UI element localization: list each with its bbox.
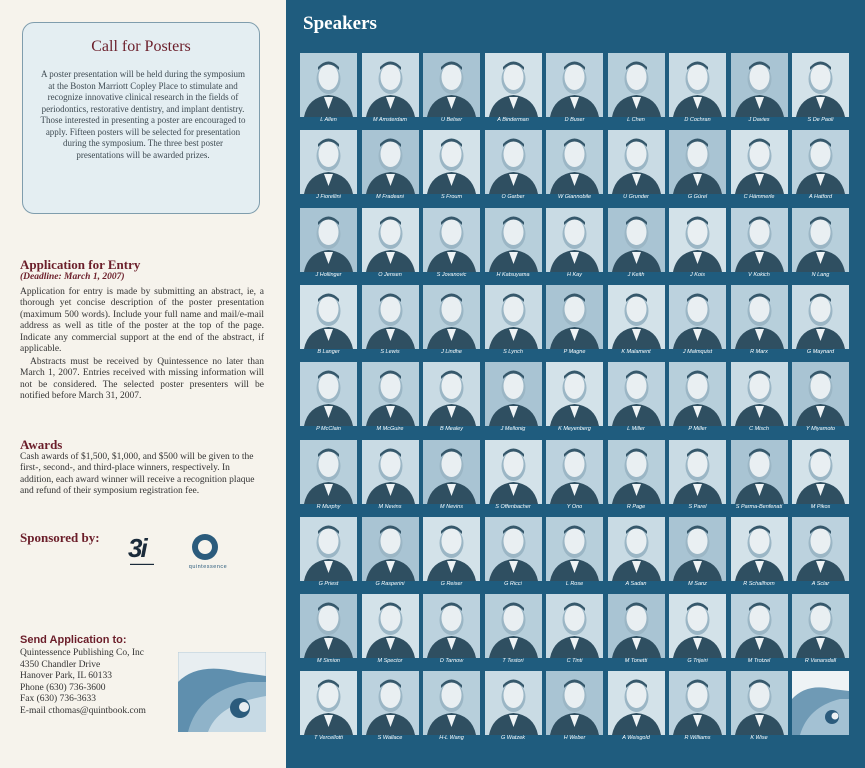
- speaker-card: [792, 130, 849, 202]
- speaker-card: [546, 208, 603, 280]
- speaker-name: O Garber: [501, 194, 525, 201]
- speaker-card: [669, 362, 726, 434]
- speaker-photo: [300, 671, 357, 735]
- quintessence-logo: [182, 534, 234, 576]
- speaker-name: U Grunder: [623, 194, 649, 201]
- speaker-photo: [423, 208, 480, 272]
- speaker-card: [669, 671, 726, 743]
- speaker-photo: [669, 362, 726, 426]
- speaker-photo: [608, 285, 665, 349]
- email-line: E-mail cthomas@quintbook.com: [20, 705, 146, 716]
- speaker-photo: [608, 517, 665, 581]
- address-line: Phone (630) 736-3600: [20, 682, 106, 693]
- speaker-name: P McClain: [316, 426, 341, 433]
- speaker-name: R Page: [626, 503, 646, 510]
- speaker-card: [300, 594, 357, 666]
- speaker-photo: [423, 440, 480, 504]
- address-line: Quintessence Publishing Co, Inc: [20, 648, 145, 658]
- speaker-name: S Offenbacher: [495, 503, 531, 510]
- speaker-card: [669, 594, 726, 666]
- speaker-photo: [485, 362, 542, 426]
- speaker-photo: [731, 208, 788, 272]
- speaker-card: [300, 208, 357, 280]
- speaker-name: R Murphy: [316, 503, 341, 510]
- speaker-card: [362, 208, 419, 280]
- application-title: Application for Entry: [20, 257, 141, 272]
- speaker-photo: [485, 208, 542, 272]
- speaker-name: N Lang: [811, 271, 830, 278]
- speaker-photo: [608, 130, 665, 194]
- speaker-card: [485, 362, 542, 434]
- speaker-card: [546, 517, 603, 589]
- speaker-photo: [669, 208, 726, 272]
- speaker-name: M Trotzel: [747, 658, 771, 665]
- speaker-photo: [300, 517, 357, 581]
- speaker-card: [669, 53, 726, 125]
- application-para1: Application for entry is made by submitting an abstract, ie, a thorough yet concise description of the poster presentation (maximum 500 words). Include your full name and mail/e-mail address as well as title of the poster at the top of the page. Indicate any commercial support at the end of the abstract, if applicable.: [20, 287, 264, 355]
- speaker-card: [546, 671, 603, 743]
- speaker-name: G Trijeiri: [687, 658, 708, 665]
- speaker-card: [792, 53, 849, 125]
- speaker-name: J Hollinger: [315, 271, 342, 278]
- speaker-photo: [546, 362, 603, 426]
- speaker-card: [546, 285, 603, 357]
- speaker-photo: [300, 130, 357, 194]
- speaker-card: [546, 130, 603, 202]
- speaker-name: M McGuire: [376, 426, 404, 433]
- speaker-photo: [608, 53, 665, 117]
- speaker-name: G Gürel: [687, 194, 708, 201]
- speaker-name: G Reiser: [440, 580, 463, 587]
- speaker-photo: [669, 53, 726, 117]
- speaker-name: J Mellonig: [500, 426, 526, 433]
- speaker-name: H-L Wang: [439, 735, 464, 742]
- speaker-name: C Hämmerle: [743, 194, 775, 201]
- speaker-card: [608, 130, 665, 202]
- speaker-card: [792, 517, 849, 589]
- awards-title: Awards: [20, 437, 63, 452]
- speaker-name: M Fradeani: [376, 194, 404, 201]
- speaker-card: [485, 53, 542, 125]
- swirl-logo-icon: [178, 652, 266, 732]
- speaker-photo: [731, 362, 788, 426]
- speaker-photo: [731, 130, 788, 194]
- speaker-photo: [362, 53, 419, 117]
- speaker-name: A Sclar: [811, 580, 830, 587]
- speaker-name: S Parel: [688, 503, 707, 510]
- speaker-card: [362, 53, 419, 125]
- speaker-name: L Rose: [565, 580, 584, 587]
- awards-body: Cash awards of $1,500, $1,000, and $500 will be given to the first-, second-, and third-place winners, respectively. In addition, each award winner will receive a recognition plaque and refund of their symposium registration fee.: [20, 452, 255, 497]
- speaker-card: [731, 208, 788, 280]
- 3i-logo: [128, 533, 168, 567]
- speaker-card: [731, 671, 788, 743]
- speaker-photo: [300, 53, 357, 117]
- speaker-name: H Weber: [563, 735, 586, 742]
- speaker-photo: [669, 517, 726, 581]
- swirl-logo-icon: [792, 671, 849, 735]
- speaker-name: A Sadan: [625, 580, 647, 587]
- speaker-card: [731, 440, 788, 512]
- speaker-card: [731, 285, 788, 357]
- speaker-card: [485, 208, 542, 280]
- speaker-card: [300, 53, 357, 125]
- call-for-posters-box: [22, 22, 260, 214]
- speaker-name: P Magne: [563, 348, 586, 355]
- speaker-name: S De Paoli: [807, 117, 834, 123]
- speaker-card: [300, 285, 357, 357]
- speaker-name: J Keith: [627, 271, 645, 278]
- speaker-name: C Tinti: [566, 658, 583, 665]
- speaker-name: S Jovanovic: [436, 271, 467, 278]
- speaker-card: [362, 285, 419, 357]
- speaker-card: [423, 440, 480, 512]
- speaker-name: M Spector: [377, 658, 403, 665]
- speaker-photo: [362, 594, 419, 658]
- speaker-card: [731, 594, 788, 666]
- address-line: 4350 Chandler Drive: [20, 659, 101, 670]
- speaker-photo: [669, 285, 726, 349]
- speaker-card: [485, 285, 542, 357]
- speaker-name: M Pikos: [810, 503, 831, 510]
- speaker-name: U Belser: [440, 117, 463, 123]
- speaker-card: [423, 208, 480, 280]
- speaker-photo: [546, 440, 603, 504]
- speaker-photo: [669, 671, 726, 735]
- speaker-name: M Simion: [317, 658, 340, 665]
- speaker-card: [300, 130, 357, 202]
- speaker-card: [792, 362, 849, 434]
- speaker-card: [300, 362, 357, 434]
- speaker-card: [485, 594, 542, 666]
- speaker-photo: [731, 594, 788, 658]
- speaker-photo: [423, 53, 480, 117]
- send-application-title: Send Application to:: [20, 634, 127, 646]
- speaker-photo: [485, 517, 542, 581]
- speaker-photo: [608, 208, 665, 272]
- speaker-photo: [792, 208, 849, 272]
- speaker-photo: [731, 517, 788, 581]
- speaker-card: [485, 671, 542, 743]
- speaker-card: [423, 53, 480, 125]
- address-line: Fax (630) 736-3633: [20, 694, 96, 705]
- speaker-photo: [362, 517, 419, 581]
- speaker-photo: [608, 440, 665, 504]
- speaker-name: G Priest: [318, 580, 339, 587]
- speaker-name: A Binderman: [497, 117, 529, 123]
- speaker-name: G Ricci: [504, 580, 522, 587]
- speaker-card: [546, 440, 603, 512]
- speaker-card: [300, 440, 357, 512]
- speaker-name: J Malmquist: [682, 348, 713, 355]
- speaker-card: [608, 517, 665, 589]
- speaker-name: D Cochran: [684, 117, 711, 123]
- speaker-photo: [546, 594, 603, 658]
- speaker-name: Y Ono: [566, 503, 583, 510]
- speaker-photo: [423, 594, 480, 658]
- speaker-card: [792, 285, 849, 357]
- speaker-photo: [731, 285, 788, 349]
- speaker-name: M Tonetti: [624, 658, 648, 665]
- speaker-card: [731, 517, 788, 589]
- speaker-card: [731, 130, 788, 202]
- speaker-card: [300, 517, 357, 589]
- speaker-card: [423, 362, 480, 434]
- speakers-panel: [286, 0, 865, 768]
- speaker-photo: [423, 671, 480, 735]
- speaker-photo: [546, 130, 603, 194]
- speaker-card: [792, 671, 849, 743]
- speaker-name: S Lewis: [380, 348, 400, 355]
- speaker-name: S Wallace: [377, 735, 403, 742]
- speaker-name: S Lynch: [503, 348, 523, 355]
- speaker-photo: [423, 285, 480, 349]
- speaker-photo: [546, 517, 603, 581]
- speaker-name: G Maynard: [806, 348, 835, 355]
- speaker-photo: [546, 671, 603, 735]
- speaker-photo: [485, 130, 542, 194]
- call-for-posters-title: Call for Posters: [91, 38, 191, 55]
- speaker-photo: [669, 130, 726, 194]
- speaker-name: D Tarnow: [439, 658, 464, 665]
- speaker-card: [546, 53, 603, 125]
- speaker-photo: [362, 208, 419, 272]
- speaker-card: [485, 130, 542, 202]
- speaker-name: S Parma-Benfenati: [735, 503, 783, 510]
- speaker-card: [362, 671, 419, 743]
- speaker-card: [608, 208, 665, 280]
- speaker-card: [423, 671, 480, 743]
- speaker-card: [608, 362, 665, 434]
- speaker-name: K Meyenberg: [558, 426, 591, 433]
- speaker-name: S Froum: [440, 194, 463, 201]
- speaker-card: [669, 285, 726, 357]
- speaker-card: [792, 440, 849, 512]
- speaker-card: [608, 53, 665, 125]
- speaker-card: [362, 517, 419, 589]
- speaker-photo: [300, 440, 357, 504]
- speaker-name: G Rasperini: [375, 580, 405, 587]
- sponsored-title: Sponsored by:: [20, 530, 100, 545]
- speaker-name: C Misch: [749, 426, 769, 433]
- speaker-photo: [423, 362, 480, 426]
- speaker-name: Y Miyamoto: [806, 426, 835, 433]
- speaker-photo: [300, 285, 357, 349]
- left-panel: [0, 0, 286, 768]
- speaker-name: T Testori: [502, 658, 524, 665]
- speaker-photo: [731, 440, 788, 504]
- speaker-card: [362, 130, 419, 202]
- speaker-name: L Miller: [627, 426, 645, 433]
- speaker-photo: [300, 208, 357, 272]
- address-line: Hanover Park, IL 60133: [20, 671, 112, 682]
- speaker-card: [362, 594, 419, 666]
- speaker-card: [608, 440, 665, 512]
- application-deadline: (Deadline: March 1, 2007): [20, 272, 125, 282]
- speaker-photo: [608, 362, 665, 426]
- speaker-card: [300, 671, 357, 743]
- speaker-card: [669, 208, 726, 280]
- speaker-photo: [485, 594, 542, 658]
- speaker-card: [608, 594, 665, 666]
- speaker-card: [362, 440, 419, 512]
- speaker-name: V Kokich: [748, 271, 770, 278]
- speaker-photo: [485, 671, 542, 735]
- quintessence-logo-inner: [198, 540, 212, 554]
- call-for-posters-body: A poster presentation will be held during the symposium at the Boston Marriott Copley Place to stimulate and recognize innovative clinical research in the fields of periodontics, restorative dentistry, and implant dentistry. Those interested in presenting a poster are encouraged to apply. Fifteen posters will be selected for presentation during the symposium. The three best poster presentations will be awarded prizes.: [40, 69, 246, 160]
- speaker-name: B Mealey: [440, 426, 463, 433]
- speaker-photo: [485, 285, 542, 349]
- speaker-card: [669, 130, 726, 202]
- speaker-photo: [792, 594, 849, 658]
- speaker-name: B Langer: [317, 348, 340, 355]
- speaker-card: [485, 517, 542, 589]
- speaker-name: K Wise: [750, 735, 768, 742]
- speaker-card: [423, 285, 480, 357]
- speaker-photo: [792, 53, 849, 117]
- 3i-logo-text: 3i: [128, 533, 146, 563]
- speaker-photo: [792, 130, 849, 194]
- speaker-photo: [423, 130, 480, 194]
- speaker-name: M Sanz: [688, 580, 707, 587]
- speaker-name: J Davies: [748, 117, 770, 123]
- speaker-name: R Vanarsdall: [804, 658, 837, 665]
- speaker-photo: [792, 285, 849, 349]
- speaker-photo: [300, 362, 357, 426]
- speaker-name: A Hatford: [808, 194, 833, 201]
- speaker-name: M Nevins: [440, 503, 463, 510]
- speaker-name: R Marx: [750, 348, 768, 355]
- speaker-card: [423, 594, 480, 666]
- speaker-photo: [669, 440, 726, 504]
- speaker-name: R Schallhorn: [743, 580, 775, 587]
- speaker-card: [731, 362, 788, 434]
- speaker-photo: [362, 671, 419, 735]
- speaker-name: W Giannobile: [557, 194, 592, 201]
- speaker-name: H Kay: [567, 271, 582, 278]
- speaker-card: [608, 671, 665, 743]
- speaker-photo: [731, 53, 788, 117]
- speaker-name: R Williams: [684, 735, 711, 742]
- speaker-card: [792, 208, 849, 280]
- speaker-name: G Watzek: [500, 735, 526, 742]
- speaker-card: [485, 440, 542, 512]
- speaker-name: J Lindhe: [441, 348, 462, 355]
- speaker-name: J Fiorellini: [316, 194, 341, 201]
- speaker-photo: [485, 440, 542, 504]
- speaker-photo: [362, 285, 419, 349]
- speaker-name: L Allen: [320, 117, 337, 123]
- speaker-name: A Weisgold: [622, 735, 650, 742]
- speaker-photo: [792, 440, 849, 504]
- speaker-name: O Jensen: [378, 271, 402, 278]
- speaker-card: [731, 53, 788, 125]
- speaker-name: H Katsuyama: [496, 271, 530, 278]
- speaker-card: [546, 594, 603, 666]
- speaker-photo: [362, 440, 419, 504]
- speaker-photo: [546, 53, 603, 117]
- 3i-logo-underline: ▬▬▬▬▬▬: [130, 561, 154, 566]
- speaker-photo: [423, 517, 480, 581]
- speaker-photo: [608, 594, 665, 658]
- speaker-photo: [300, 594, 357, 658]
- speaker-name: D Buser: [564, 117, 585, 123]
- speaker-name: M Amsterdam: [372, 117, 408, 123]
- speaker-photo: [546, 285, 603, 349]
- speaker-card: [362, 362, 419, 434]
- speaker-card: [669, 517, 726, 589]
- speaker-name: P Miller: [688, 426, 707, 433]
- speaker-photo: [792, 517, 849, 581]
- speaker-card: [423, 517, 480, 589]
- speaker-name: K Malament: [621, 348, 651, 355]
- speaker-name: J Kois: [690, 271, 705, 278]
- speakers-title: Speakers: [303, 13, 377, 34]
- speaker-photo: [792, 362, 849, 426]
- speaker-card: [423, 130, 480, 202]
- speaker-photo: [608, 671, 665, 735]
- speaker-name: T Vercellotti: [314, 735, 343, 742]
- quintessence-logo-text: quintessence: [188, 564, 228, 570]
- speaker-photo: [731, 671, 788, 735]
- speaker-card: [669, 440, 726, 512]
- speaker-photo: [485, 53, 542, 117]
- speaker-name: L Chen: [627, 117, 645, 123]
- speaker-card: [792, 594, 849, 666]
- speaker-card: [546, 362, 603, 434]
- speaker-photo: [362, 130, 419, 194]
- speaker-name: M Nevins: [378, 503, 402, 510]
- speaker-photo: [546, 208, 603, 272]
- speaker-photo: [362, 362, 419, 426]
- speaker-photo: [669, 594, 726, 658]
- speaker-card: [608, 285, 665, 357]
- application-para2: Abstracts must be received by Quintessence no later than March 1, 2007. Entries received with missing information will not be considered. The selected poster presenters will be notified before March 31, 2007.: [20, 357, 264, 402]
